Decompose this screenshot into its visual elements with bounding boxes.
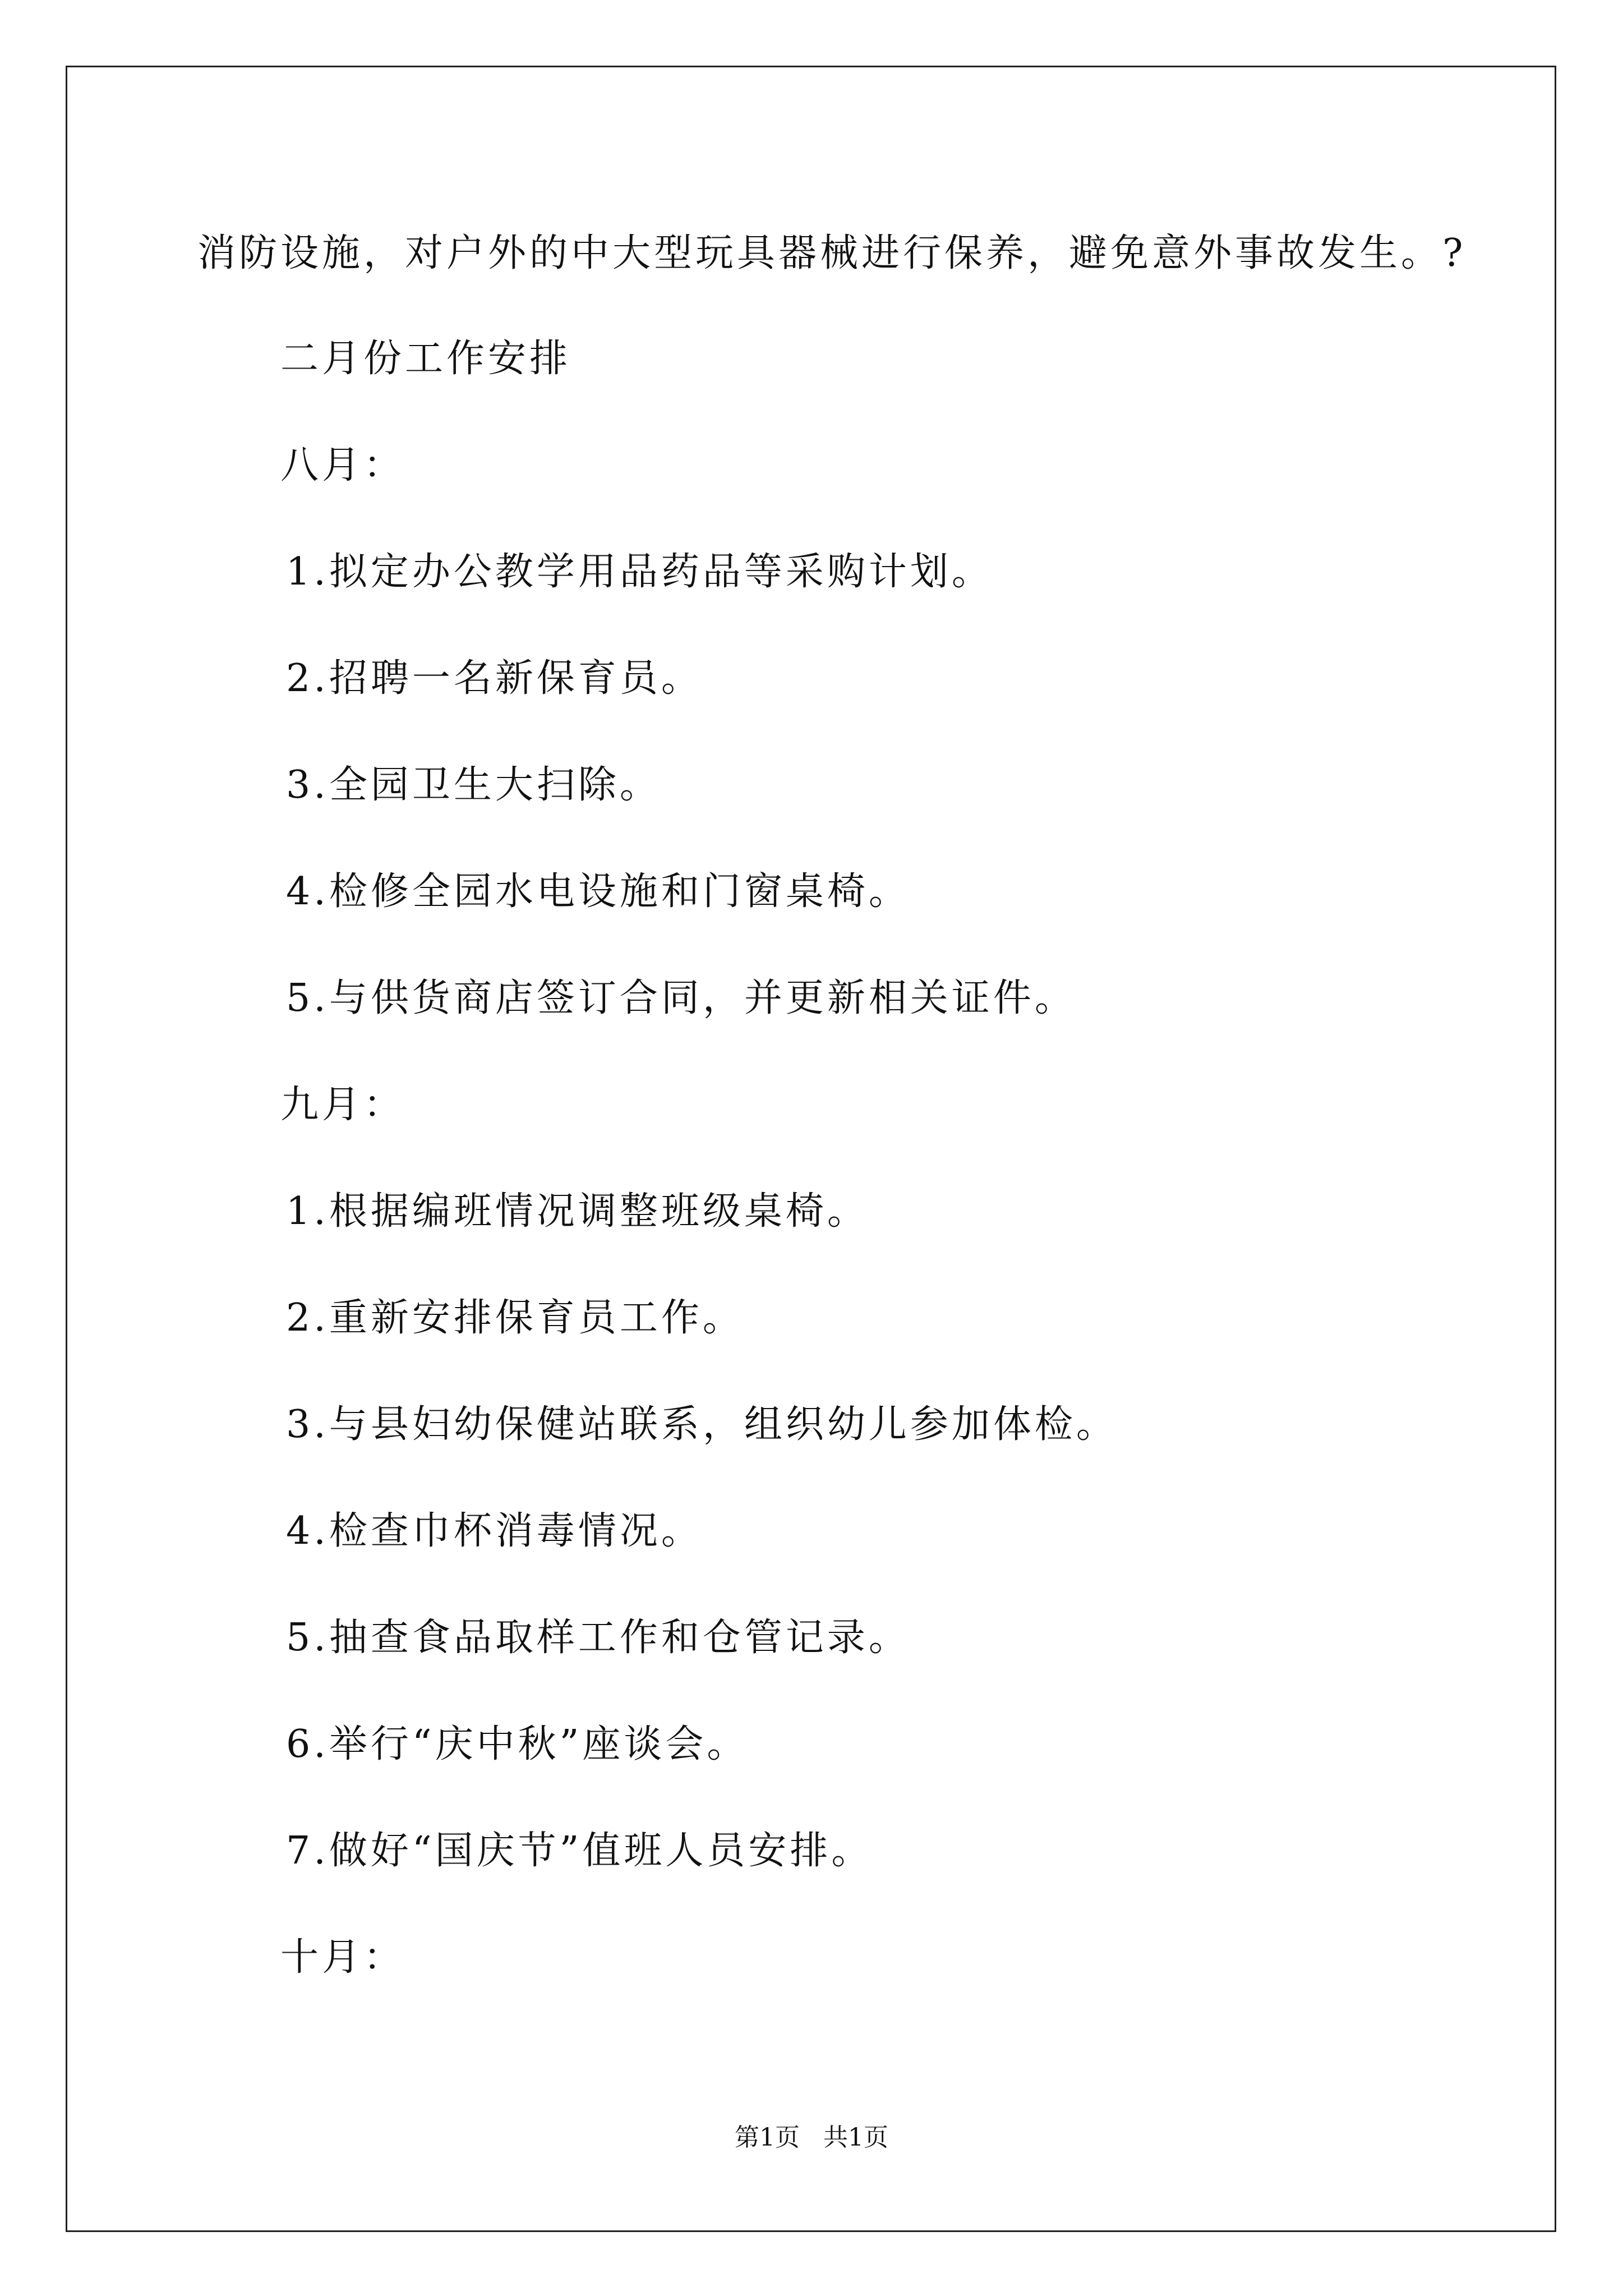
month-heading-september: 九月： bbox=[280, 1083, 405, 1127]
list-item: 3.与县妇幼保健站联系，组织幼儿参加体检。 bbox=[286, 1402, 1118, 1447]
month-heading-october: 十月： bbox=[280, 1935, 405, 1980]
list-item: 5.与供货商店签订合同，并更新相关证件。 bbox=[286, 976, 1076, 1020]
list-item: 1.根据编班情况调整班级桌椅。 bbox=[286, 1189, 869, 1234]
list-item: 2.重新安排保育员工作。 bbox=[286, 1296, 744, 1340]
month-heading-august: 八月： bbox=[280, 443, 405, 487]
page-border bbox=[66, 66, 1556, 2232]
list-item: 2.招聘一名新保育员。 bbox=[286, 656, 703, 701]
list-item: 1.拟定办公教学用品药品等采购计划。 bbox=[286, 550, 993, 594]
list-item: 4.检查巾杯消毒情况。 bbox=[286, 1509, 703, 1553]
page-footer: 第1页 共1页 bbox=[735, 2123, 888, 2152]
section-heading: 二月份工作安排 bbox=[280, 337, 571, 381]
list-item: 5.抽查食品取样工作和仓管记录。 bbox=[286, 1616, 910, 1660]
list-item: 6.举行“庆中秋”座谈会。 bbox=[286, 1722, 749, 1766]
paragraph-intro-continuation: 消防设施，对户外的中大型玩具器械进行保养，避免意外事故发生。? bbox=[197, 231, 1467, 275]
list-item: 7.做好“国庆节”值班人员安排。 bbox=[286, 1829, 873, 1873]
list-item: 3.全园卫生大扫除。 bbox=[286, 763, 661, 807]
list-item: 4.检修全园水电设施和门窗桌椅。 bbox=[286, 869, 910, 914]
